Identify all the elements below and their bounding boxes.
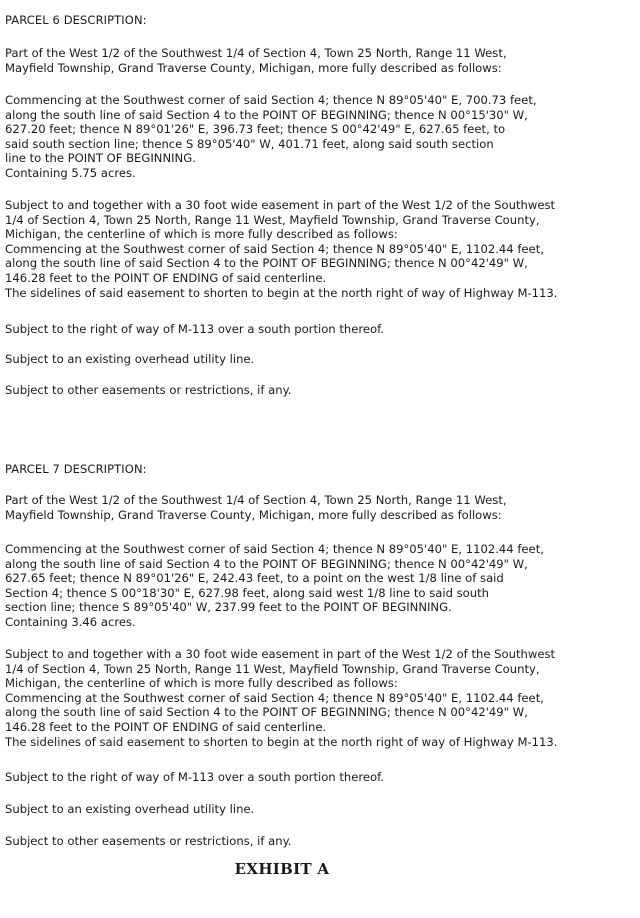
text-line: said south section line; thence S 89°05'40" W, 401.71 feet, along said south section [5, 136, 494, 151]
parcel-7-other-easements: Subject to other easements or restrictions, if any. [5, 834, 292, 848]
text-line: Mayfield Township, Grand Traverse County, Michigan, more fully described as follows: [5, 507, 502, 522]
text-line: Subject to and together with a 30 foot wide easement in part of the West 1/2 of the Southwest [5, 647, 556, 661]
text-line: Commencing at the Southwest corner of said Section 4; thence N 89°05'40" E, 1102.44 feet, [5, 241, 544, 256]
text-line: Commencing at the Southwest corner of said Section 4; thence N 89°05'40" E, 1102.44 feet, [5, 542, 544, 556]
text-line: Part of the West 1/2 of the Southwest 1/4 of Section 4, Town 25 North, Range 11 West, [5, 493, 507, 507]
text-line: Commencing at the Southwest corner of said Section 4; thence N 89°05'40" E, 700.73 feet, [5, 93, 537, 107]
text-line: along the south line of said Section 4 to the POINT OF BEGINNING; thence N 00°42'49" W, [5, 256, 528, 271]
text-line: 146.28 feet to the POINT OF ENDING of said centerline. [5, 270, 327, 285]
parcel-6-easement [5, 198, 637, 300]
text-line: Containing 5.75 acres. [5, 165, 136, 180]
parcel-7-utility-line: Subject to an existing overhead utility line. [5, 802, 255, 816]
text-line: along the south line of said Section 4 to the POINT OF BEGINNING; thence N 00°15'30" W, [5, 107, 528, 122]
text-line: 1/4 of Section 4, Town 25 North, Range 11 West, Mayfield Township, Grand Traverse County, [5, 661, 540, 676]
text-line: Michigan, the centerline of which is more fully described as follows: [5, 227, 398, 242]
text-line: line to the POINT OF BEGINNING. [5, 151, 196, 166]
text-line: 627.20 feet; thence N 89°01'26" E, 396.73 feet; thence S 00°42'49" E, 627.65 feet, to [5, 122, 506, 137]
parcel-7-easement [5, 647, 637, 749]
parcel-7-intro [5, 493, 637, 522]
text-line: Michigan, the centerline of which is more fully described as follows: [5, 676, 398, 691]
text-line: along the south line of said Section 4 to the POINT OF BEGINNING; thence N 00°42'49" W, [5, 705, 528, 720]
parcel-6-intro [5, 46, 637, 75]
text-line: along the south line of said Section 4 to the POINT OF BEGINNING; thence N 00°42'49" W, [5, 556, 528, 571]
parcel-6-right-of-way: Subject to the right of way of M-113 over a south portion thereof. [5, 322, 385, 336]
text-line: Subject to and together with a 30 foot wide easement in part of the West 1/2 of the Southwest [5, 198, 556, 212]
text-line: The sidelines of said easement to shorten to begin at the north right of way of Highway M-113. [5, 734, 558, 749]
parcel-6-other-easements: Subject to other easements or restrictions, if any. [5, 383, 292, 397]
parcel-7-right-of-way: Subject to the right of way of M-113 over a south portion thereof. [5, 770, 385, 784]
text-line: Containing 3.46 acres. [5, 614, 136, 629]
parcel-6-heading: PARCEL 6 DESCRIPTION: [5, 13, 147, 27]
text-line: section line; thence S 89°05'40" W, 237.99 feet to the POINT OF BEGINNING. [5, 600, 452, 615]
text-line: The sidelines of said easement to shorten to begin at the north right of way of Highway M-113. [5, 285, 558, 300]
exhibit-label: EXHIBIT A [234, 860, 330, 878]
parcel-7-heading: PARCEL 7 DESCRIPTION: [5, 462, 147, 476]
parcel-6-legal-description [5, 93, 637, 181]
text-line: 1/4 of Section 4, Town 25 North, Range 11 West, Mayfield Township, Grand Traverse County, [5, 212, 540, 227]
parcel-7-legal-description [5, 542, 637, 630]
text-line: Part of the West 1/2 of the Southwest 1/4 of Section 4, Town 25 North, Range 11 West, [5, 46, 507, 60]
text-line: Section 4; thence S 00°18'30" E, 627.98 feet, along said west 1/8 line to said south [5, 585, 489, 600]
text-line: Commencing at the Southwest corner of said Section 4; thence N 89°05'40" E, 1102.44 feet, [5, 690, 544, 705]
text-line: 627.65 feet; thence N 89°01'26" E, 242.43 feet, to a point on the west 1/8 line of said [5, 571, 504, 586]
text-line: 146.28 feet to the POINT OF ENDING of said centerline. [5, 719, 327, 734]
parcel-6-utility-line: Subject to an existing overhead utility line. [5, 352, 255, 366]
text-line: Mayfield Township, Grand Traverse County, Michigan, more fully described as follows: [5, 60, 502, 75]
